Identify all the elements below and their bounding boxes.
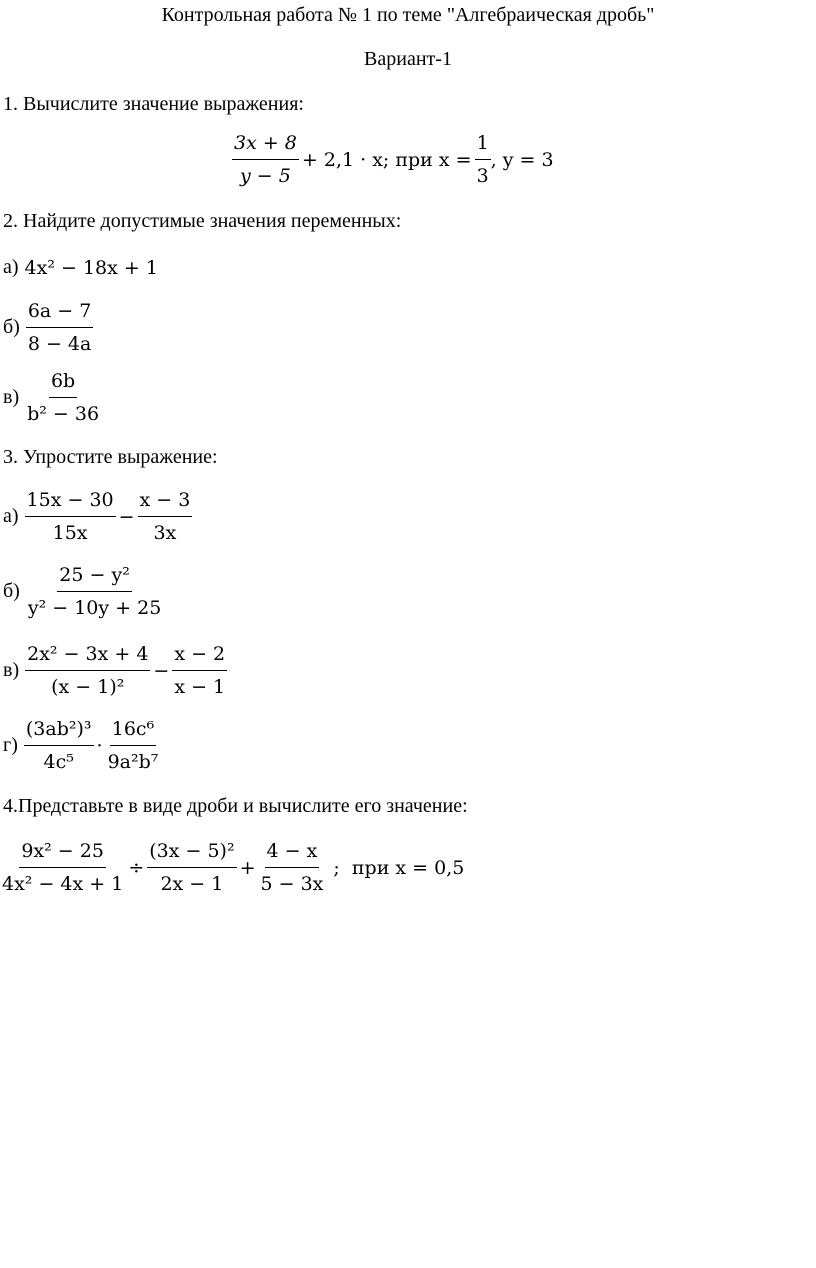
task2-a-label: а) [3, 256, 19, 278]
task1-denominator: y − 5 [240, 165, 291, 187]
task3-item-b [3, 562, 163, 621]
document-title: Контрольная работа № 1 по теме "Алгебраическая дробь" [161, 4, 655, 26]
task3-a-operator: − [118, 505, 135, 528]
task3-a-label: а) [3, 505, 19, 527]
task4-heading: 4.Представьте в виде дроби и вычислите его значение: [3, 795, 468, 817]
task4-numerator3: 4 − x [265, 838, 320, 868]
task4-denominator2: 2x − 1 [160, 873, 224, 895]
task3-a-fraction1 [25, 487, 116, 546]
task2-item-b [3, 298, 93, 357]
task3-c-denominator1: (x − 1)² [51, 676, 125, 698]
task4-fraction2 [147, 838, 236, 897]
task1-fraction [232, 130, 299, 189]
task1-rest: + 2,1 · x; при x = [301, 148, 472, 171]
task2-c-denominator: b² − 36 [27, 403, 100, 425]
task2-c-numerator: 6b [49, 368, 77, 398]
task2-heading: 2. Найдите допустимые значения переменных: [3, 210, 402, 232]
task2-item-a [3, 256, 158, 279]
task3-d-fraction1 [24, 716, 94, 775]
task3-d-numerator1: (3ab²)³ [24, 716, 94, 746]
task1-numerator: 3x + 8 [232, 130, 299, 160]
task3-d-denominator2: 9a²b⁷ [107, 751, 159, 773]
task3-d-denominator1: 4c⁵ [43, 751, 74, 773]
task4-tail: ; при x = 0,5 [333, 856, 465, 879]
task2-c-fraction [25, 368, 101, 427]
task4-numerator1: 9x² − 25 [19, 838, 106, 868]
task3-c-denominator2: x − 1 [174, 676, 226, 698]
task3-b-denominator: y² − 10y + 25 [27, 597, 162, 619]
task3-item-d [3, 716, 160, 775]
task4-operator1: ÷ [128, 856, 145, 879]
task1-x-denominator: 3 [476, 165, 489, 187]
task4-fraction1 [0, 838, 125, 897]
task3-b-fraction [26, 562, 163, 621]
task4-denominator3: 5 − 3x [260, 873, 324, 895]
task2-c-label: в) [3, 386, 20, 408]
task3-a-fraction2 [138, 487, 193, 546]
task3-c-numerator1: 2x² − 3x + 4 [25, 641, 150, 671]
task1-tail: , y = 3 [490, 148, 554, 171]
task3-a-denominator1: 15x [52, 522, 88, 544]
task3-c-numerator2: x − 2 [172, 641, 227, 671]
task1-x-fraction [475, 130, 491, 189]
task3-c-operator: − [153, 659, 170, 682]
task3-c-fraction2 [172, 641, 227, 700]
task2-b-numerator: 6a − 7 [26, 298, 94, 328]
task3-b-numerator: 25 − y² [57, 562, 132, 592]
task1-expression [232, 130, 554, 189]
task2-b-label: б) [3, 316, 20, 338]
task2-item-c [3, 368, 101, 427]
task3-item-c [3, 641, 227, 700]
task3-d-fraction2 [106, 716, 161, 775]
task3-a-numerator2: x − 3 [138, 487, 193, 517]
task3-d-numerator2: 16c⁶ [110, 716, 156, 746]
task2-a-expression: 4x² − 18x + 1 [24, 256, 158, 279]
task3-b-label: б) [3, 580, 20, 602]
task3-a-denominator2: 3x [153, 522, 177, 544]
task1-heading: 1. Вычислите значение выражения: [3, 93, 304, 115]
task4-expression [0, 838, 464, 897]
task3-c-fraction1 [25, 641, 150, 700]
task3-item-a [3, 487, 192, 546]
task3-a-numerator1: 15x − 30 [25, 487, 116, 517]
task2-b-denominator: 8 − 4a [27, 333, 92, 355]
task1-x-numerator: 1 [475, 130, 491, 160]
task3-d-label: г) [3, 734, 18, 756]
task3-heading: 3. Упростите выражение: [3, 446, 218, 468]
variant-label: Вариант-1 [364, 48, 452, 70]
task4-numerator2: (3x − 5)² [147, 838, 236, 868]
task4-operator2: + [239, 856, 256, 879]
task4-denominator1: 4x² − 4x + 1 [2, 873, 124, 895]
task3-c-label: в) [3, 659, 20, 681]
task4-fraction3 [259, 838, 326, 897]
task2-b-fraction [26, 298, 94, 357]
task3-d-operator: · [96, 734, 103, 757]
